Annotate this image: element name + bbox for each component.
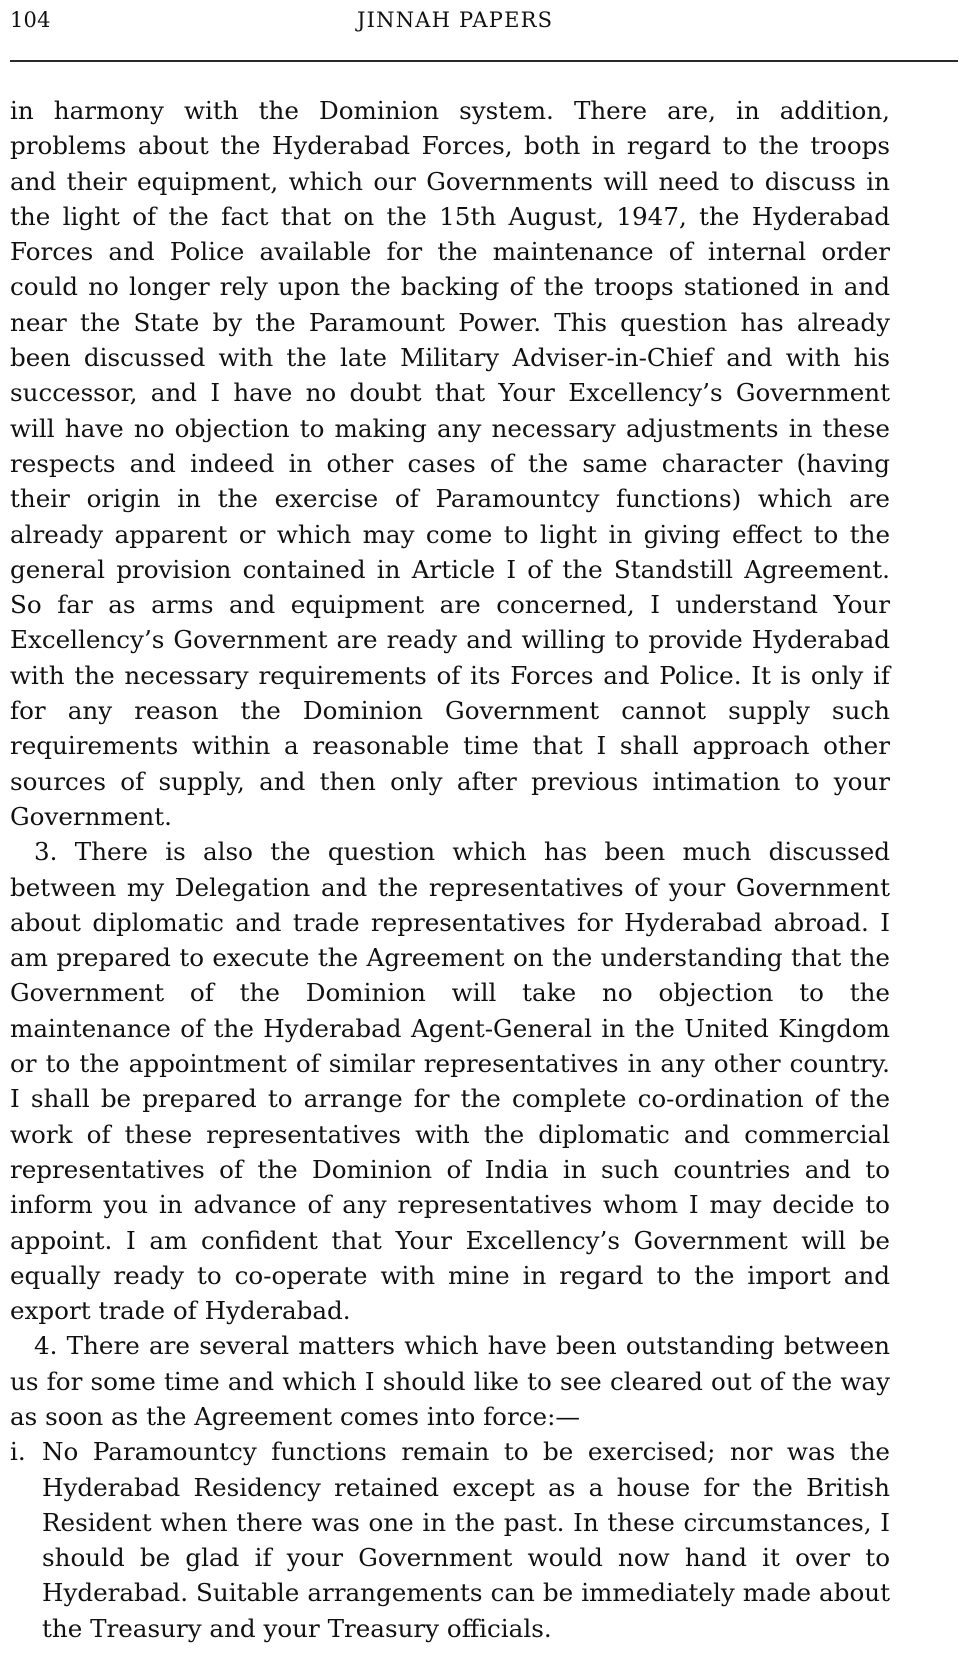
book-title: JINNAH PAPERS: [357, 8, 554, 32]
running-head: [0, 0, 968, 40]
body-text: [10, 93, 890, 1646]
paragraph-4: 4. There are several matters which have been outstanding between us for some time and which I should like to see cleared out of the way as soon as the Agreement comes into force:—: [10, 1331, 890, 1431]
list-marker: i.: [10, 1437, 26, 1467]
list-item-i: [10, 1434, 890, 1646]
paragraph-3: 3. There is also the question which has been much discussed between my Delegation and the representatives of your Government about diplomatic and trade representatives for Hyderabad abroad. I am prepared to execute the Agreement on the understanding that the Government of the Dominion will take no objection to the maintenance of the Hyderabad Agent-General in the United Kingdom or to the appointment of similar representatives in any other country. I shall be prepared to arrange for the complete co-ordination of the work of these representatives with the diplomatic and commercial representatives of the Dominion of India in such countries and to inform you in advance of any representatives whom I may decide to appoint. I am confident that Your Excellency’s Government will be equally ready to co-operate with mine in regard to the import and export trade of Hyderabad.: [10, 837, 890, 1326]
page-number: 104: [10, 8, 51, 32]
header-rule: [10, 60, 958, 62]
list-item-text: No Paramountcy functions remain to be exercised; nor was the Hyderabad Residency retained except as a house for the British Resident when there was one in the past. In these circumstances, I should be glad if your Government would now hand it over to Hyderabad. Suitable arrangements can be immediately made about the Treasury and your Treasury officials.: [42, 1437, 890, 1643]
paragraph-continuation: in harmony with the Dominion system. There are, in addition, problems about the Hyderabad Forces, both in regard to the troops and their equipment, which our Governments will need to discuss in the light of the fact that on the 15th August, 1947, the Hyderabad Forces and Police available for the maintenance of internal order could no longer rely upon the backing of the troops stationed in and near the State by the Paramount Power. This question has already been discussed with the late Military Adviser-in-Chief and with his successor, and I have no doubt that Your Excellency’s Government will have no objection to making any necessary adjustments in these respects and indeed in other cases of the same character (having their origin in the exercise of Paramountcy functions) which are already apparent or which may come to light in giving effect to the general provision contained in Article I of the Standstill Agreement. So far as arms and equipment are concerned, I understand Your Excellency’s Government are ready and willing to provide Hyderabad with the necessary requirements of its Forces and Police. It is only if for any reason the Dominion Government cannot supply such requirements within a reasonable time that I shall approach other sources of supply, and then only after previous intimation to your Government.: [10, 96, 890, 831]
